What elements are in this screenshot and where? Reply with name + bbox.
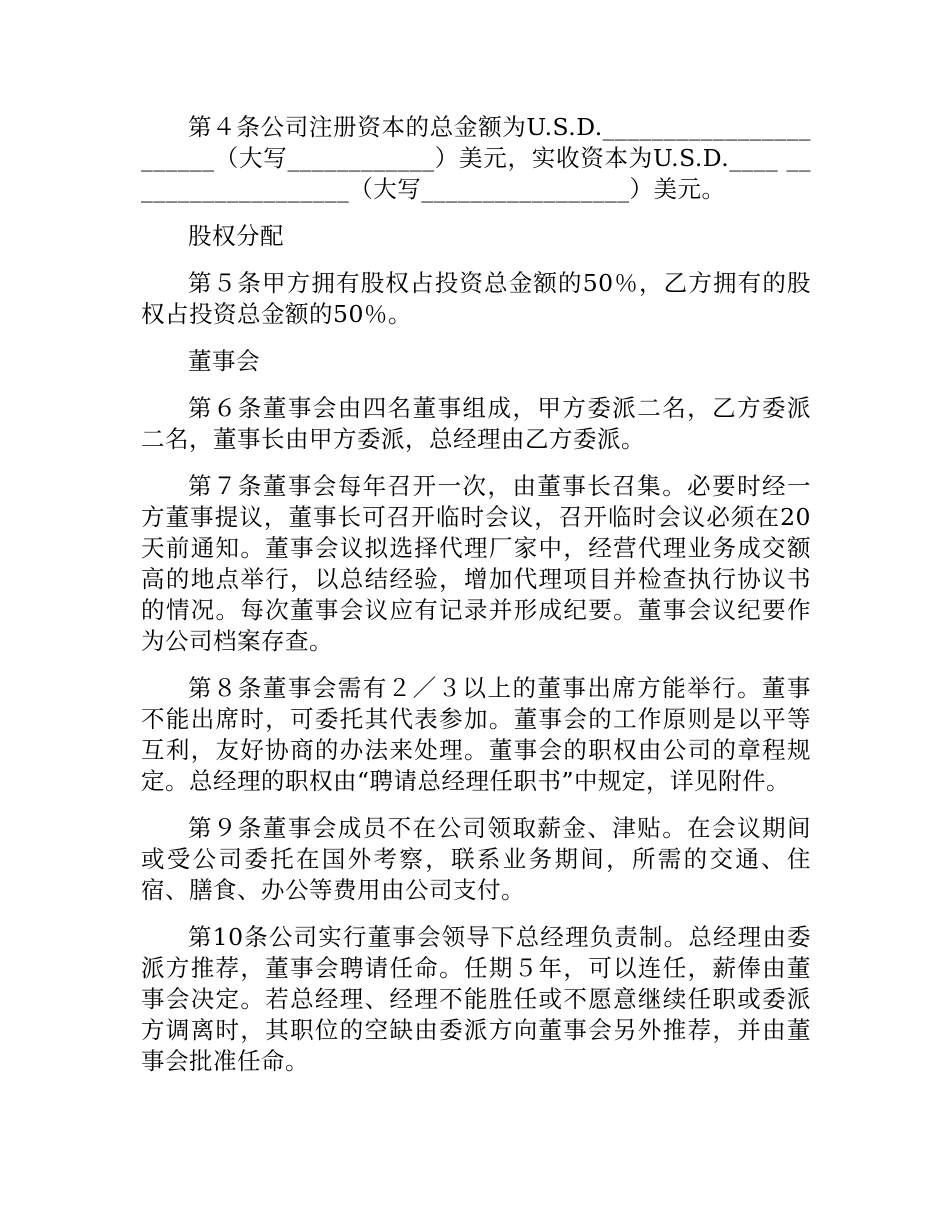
article-8-quorum-and-powers: 第８条董事会需有２／３以上的董事出席方能举行。董事不能出席时，可委托其代表参加。董事会的工作原则是以平等互利，友好协商的办法来处理。董事会的职权由公司的章程规定。总经理的职权由“聘请总经理任职书”中规定，详见附件。 bbox=[141, 674, 811, 795]
section-heading-equity-distribution: 股权分配 bbox=[188, 222, 284, 250]
article-10-general-manager: 第10条公司实行董事会领导下总经理负责制。总经理由委派方推荐，董事会聘请任命。任期５年，可以连任，薪俸由董事会决定。若总经理、经理不能胜任或不愿意继续任职或委派方调离时，其职位的空缺由委派方向董事会另外推荐，并由董事会批准任命。 bbox=[141, 923, 811, 1075]
article-9-board-compensation: 第９条董事会成员不在公司领取薪金、津贴。在会议期间或受公司委托在国外考察，联系业务期间，所需的交通、住宿、膳食、办公等费用由公司支付。 bbox=[141, 814, 811, 904]
document-body bbox=[141, 112, 811, 1093]
article-7-board-meetings: 第７条董事会每年召开一次，由董事长召集。必要时经一方董事提议，董事长可召开临时会议，召开临时会议必须在20天前通知。董事会议拟选择代理厂家中，经营代理业务成交额高的地点举行，以总结经验，增加代理项目并检查执行协议书的情况。每次董事会议应有记录并形成纪要。董事会议纪要作为公司档案存查。 bbox=[141, 472, 811, 655]
article-6-board-composition: 第６条董事会由四名董事组成，甲方委派二名，乙方委派二名，董事长由甲方委派，总经理由乙方委派。 bbox=[141, 394, 811, 453]
article-4-registered-capital: 第４条公司注册资本的总金额为U.S.D._________________ ______（大写____________）美元，实收资本为U.S.D.____ ___________________（大写_________________）美元。 bbox=[141, 113, 811, 203]
section-heading-board-of-directors: 董事会 bbox=[188, 347, 260, 375]
article-5-equity-ratio: 第５条甲方拥有股权占投资总金额的50％，乙方拥有的股权占投资总金额的50％。 bbox=[141, 269, 811, 328]
